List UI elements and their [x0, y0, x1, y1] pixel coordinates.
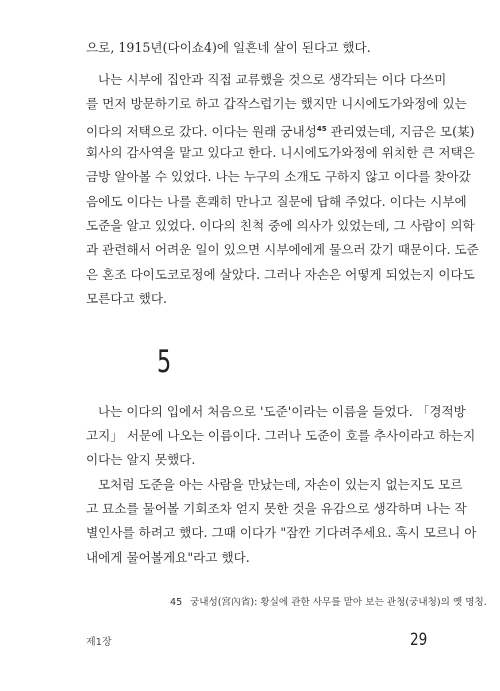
text-line: 모처럼 도준을 아는 사람을 만났는데, 자손이 있는지 없는지도 모르	[98, 477, 463, 492]
text-line: 도준을 알고 있었다. 이다의 친척 중에 의사가 있었는데, 그 사람이 의학	[86, 218, 475, 233]
text-line: 이다는 알지 못했다.	[86, 452, 196, 467]
section-number: 5	[157, 344, 172, 380]
text-line: 과 관련해서 어려운 일이 있으면 시부에에게 물으러 갔기 때문이다. 도준	[86, 242, 479, 257]
text-fragment: 관리였는데, 지금은 모(某)	[326, 124, 475, 139]
text-line: 모른다고 했다.	[86, 291, 167, 306]
text-line: 고 묘소를 물어볼 기회조차 얻지 못한 것을 유감으로 생각하며 나는 작	[86, 501, 467, 516]
text-line	[86, 121, 475, 140]
text-line: 내에게 물어볼게요"라고 했다.	[86, 550, 250, 565]
page-number: 29	[410, 630, 428, 650]
text-line: 금방 알아볼 수 있었다. 나는 누구의 소개도 구하지 않고 이다를 찾아갔	[86, 169, 471, 184]
footnote-number: 45	[170, 597, 183, 608]
text-line: 나는 이다의 입에서 처음으로 '도준'이라는 이름을 들었다. 「경적방	[98, 404, 466, 419]
text-line: 를 먼저 방문하기로 하고 갑작스럽기는 했지만 니시에도가와정에 있는	[86, 96, 467, 111]
footnote-text: 궁내성(宮內省): 황실에 관한 사무를 맡아 보는 관청(궁내청)의 옛 명칭.	[190, 597, 487, 608]
footnote-reference: 45	[316, 125, 327, 133]
text-line: 으로, 1915년(다이쇼4)에 일흔네 살이 된다고 했다.	[86, 40, 371, 55]
text-line: 나는 시부에 집안과 직접 교류했을 것으로 생각되는 이다 다쓰미	[98, 72, 447, 87]
text-line: 은 혼조 다이도코로정에 살았다. 그러나 자손은 어떻게 되었는지 이다도	[86, 267, 475, 282]
text-line: 음에도 이다는 나를 흔쾌히 만나고 질문에 답해 주었다. 이다는 시부에	[86, 194, 467, 209]
text-line: 회사의 감사역을 맡고 있다고 한다. 니시에도가와정에 위치한 큰 저택은	[86, 145, 475, 160]
text-line: 별인사를 하려고 했다. 그때 이다가 "잠깐 기다려주세요. 혹시 모르니 아	[86, 525, 477, 540]
footnote	[170, 596, 487, 609]
text-fragment: 이다의 저택으로 갔다. 이다는 원래 궁내성	[86, 124, 317, 139]
text-line: 고지」 서문에 나오는 이름이다. 그러나 도준이 호를 추사이라고 하는지	[86, 428, 476, 443]
chapter-label: 제1장	[86, 637, 112, 648]
